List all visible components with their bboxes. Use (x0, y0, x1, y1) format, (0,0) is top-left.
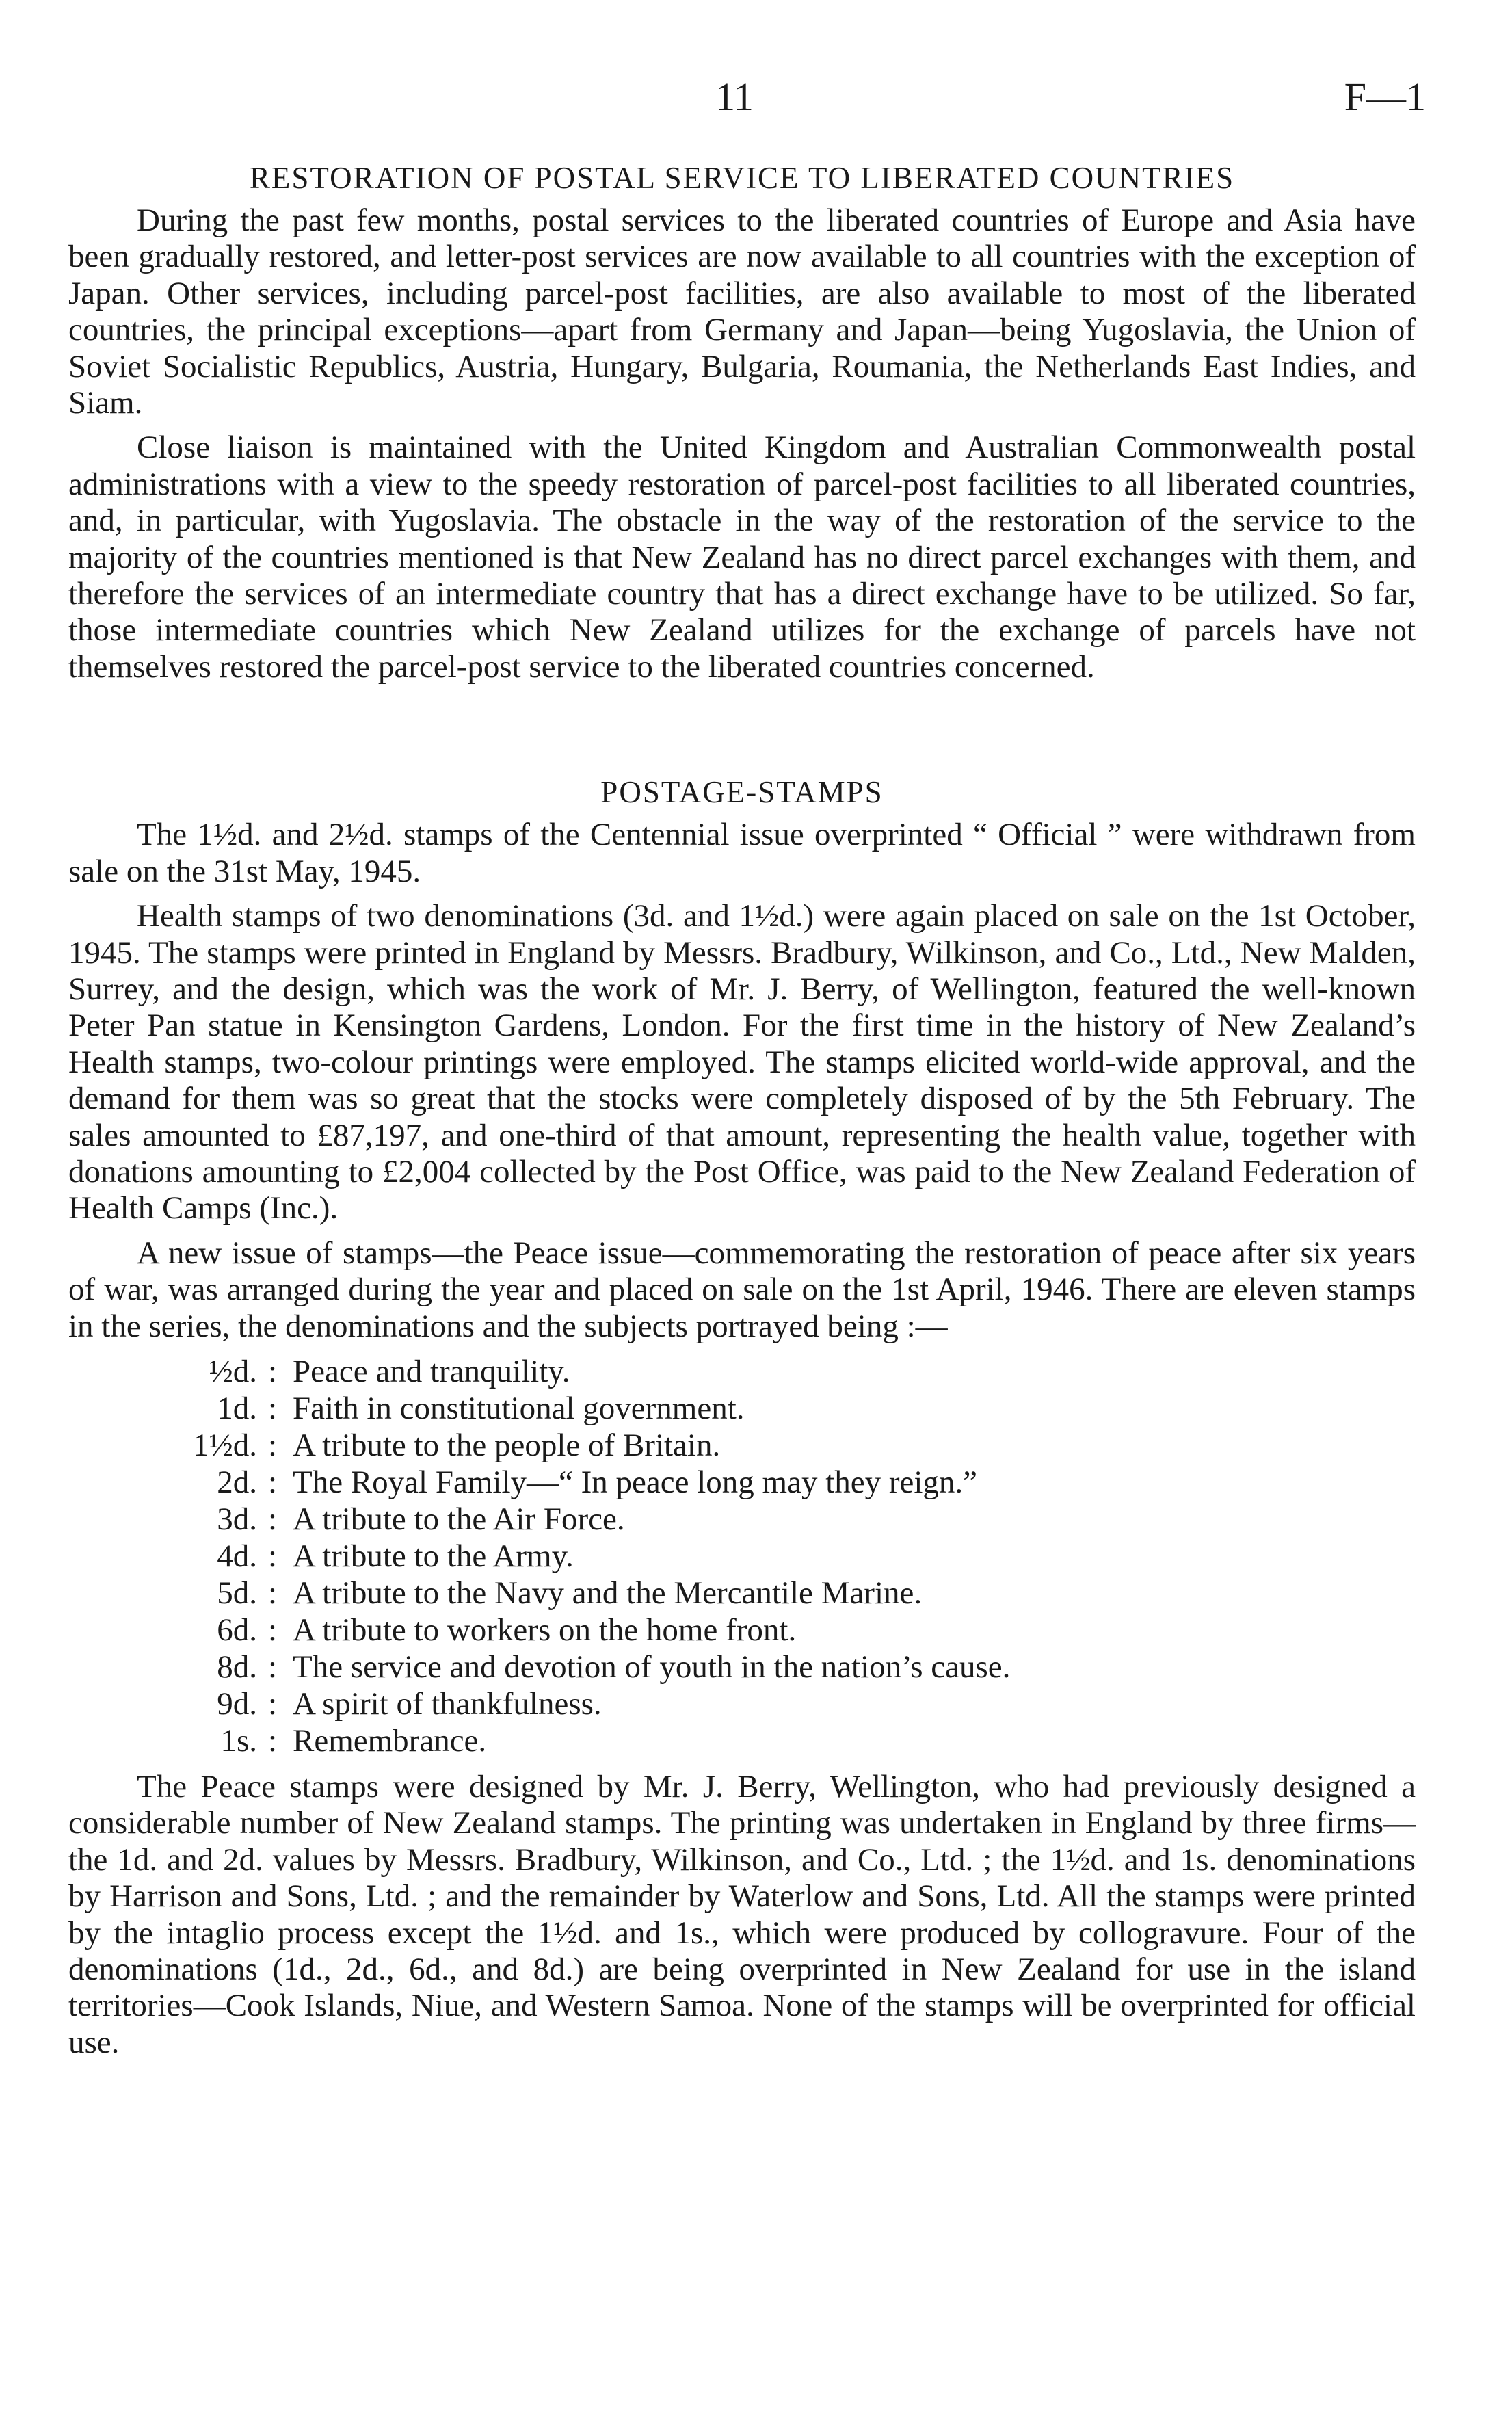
stamp-denomination: 1½d. (193, 1427, 257, 1463)
stamp-subject: A tribute to the Navy and the Mercantile Marine. (293, 1575, 923, 1611)
stamp-denomination: 8d. (217, 1648, 257, 1685)
list-item (68, 1390, 1416, 1427)
stamp-denomination: 4d. (217, 1538, 257, 1574)
separator: : (268, 1427, 278, 1463)
stamp-denomination: 2d. (217, 1464, 257, 1500)
stamp-subject: A tribute to workers on the home front. (293, 1612, 797, 1648)
list-item (68, 1685, 1416, 1722)
page-content (68, 156, 1416, 2069)
separator: : (268, 1353, 278, 1389)
separator: : (268, 1612, 278, 1648)
list-item (68, 1353, 1416, 1390)
list-item (68, 1501, 1416, 1538)
separator: : (268, 1390, 278, 1426)
list-item (68, 1648, 1416, 1685)
stamp-subject: The service and devotion of youth in the nation’s cause. (293, 1648, 1011, 1685)
page-number: 11 (715, 75, 754, 119)
stamp-subject: A spirit of thankfulness. (293, 1685, 602, 1722)
stamp-subject: Peace and tranquility. (293, 1353, 570, 1389)
paragraph: The 1½d. and 2½d. stamps of the Centennial issue overprinted “ Official ” were withdrawn from sale on the 31st May, 1945. (68, 817, 1416, 889)
paragraph: Health stamps of two denominations (3d. and 1½d.) were again placed on sale on the 1st October, 1945. The stamps were printed in England by Messrs. Bradbury, Wilkinson, and Co., Ltd., New Malden, Surrey, and the design, which was the work of Mr. J. Berry, of Wellington, featured the well-known Peter Pan statue in Kensington Gardens, London. For the first time in the history of New Zealand’s Health stamps, two-colour printings were employed. The stamps elicited world-wide approval, and the demand for them was so great that the stocks were completely disposed of by the 5th February. The sales amounted to £87,197, and one-third of that amount, representing the health value, together with donations amounting to £2,004 collected by the Post Office, was paid to the New Zealand Federation of Health Camps (Inc.). (68, 898, 1416, 1226)
stamp-denomination: 6d. (217, 1612, 257, 1648)
stamp-subject: A tribute to the people of Britain. (293, 1427, 721, 1463)
stamp-denomination: ½d. (209, 1353, 257, 1389)
separator: : (268, 1575, 278, 1611)
stamp-subject: A tribute to the Army. (293, 1538, 574, 1574)
stamp-subject: Faith in constitutional government. (293, 1390, 745, 1426)
list-item (68, 1464, 1416, 1501)
stamp-denomination: 1d. (217, 1390, 257, 1426)
list-item (68, 1538, 1416, 1575)
separator: : (268, 1538, 278, 1574)
section-heading-restoration: RESTORATION OF POSTAL SERVICE TO LIBERATED COUNTRIES (249, 161, 1235, 195)
list-item (68, 1575, 1416, 1612)
separator: : (268, 1501, 278, 1537)
section-heading-postage-stamps: POSTAGE-STAMPS (600, 775, 884, 810)
paragraph: The Peace stamps were designed by Mr. J. Berry, Wellington, who had previously designed a considerable number of New Zealand stamps. The printing was undertaken in England by three firms—the 1d. and 2d. values by Messrs. Bradbury, Wilkinson, and Co., Ltd. ; the 1½d. and 1s. denominations by Harrison and Sons, Ltd. ; and the remainder by Waterlow and Sons, Ltd. All the stamps were printed by the intaglio process except the 1½d. and 1s., which were produced by collogravure. Four of the denominations (1d., 2d., 6d., and 8d.) are being overprinted in New Zealand for use in the island territories—Cook Islands, Niue, and Western Samoa. None of the stamps will be overprinted for official use. (68, 1768, 1416, 2060)
stamp-denomination: 9d. (217, 1685, 257, 1722)
paragraph: A new issue of stamps—the Peace issue—commemorating the restoration of peace after six years of war, was arranged during the year and placed on sale on the 1st April, 1946. There are eleven stamps in the series, the denominations and the subjects portrayed being :— (68, 1235, 1416, 1344)
stamp-denomination: 5d. (217, 1575, 257, 1611)
list-item (68, 1722, 1416, 1759)
stamp-subject: Remembrance. (293, 1722, 487, 1759)
stamp-denomination: 1s. (220, 1722, 257, 1759)
stamp-denomination: 3d. (217, 1501, 257, 1537)
stamp-subject: The Royal Family—“ In peace long may they reign.” (293, 1464, 978, 1500)
separator: : (268, 1722, 278, 1759)
paragraph: Close liaison is maintained with the United Kingdom and Australian Commonwealth postal administrations with a view to the speedy restoration of parcel-post facilities to all liberated countries, and, in particular, with Yugoslavia. The obstacle in the way of the restoration of the service to the majority of the countries mentioned is that New Zealand has no direct parcel exchanges with them, and therefore the services of an intermediate country that has a direct exchange have to be utilized. So far, those intermediate countries which New Zealand utilizes for the exchange of parcels have not themselves restored the parcel-post service to the liberated countries concerned. (68, 430, 1416, 685)
section-spacer (68, 694, 1416, 770)
document-code: F—1 (1344, 75, 1426, 119)
stamp-denomination-list (68, 1353, 1416, 1759)
separator: : (268, 1464, 278, 1500)
paragraph: During the past few months, postal services to the liberated countries of Europe and Asia have been gradually restored, and letter-post services are now available to all countries with the exception of Japan. Other services, including parcel-post facilities, are also available to most of the liberated countries, the principal exceptions—apart from Germany and Japan—being Yugoslavia, the Union of Soviet Socialistic Republics, Austria, Hungary, Bulgaria, Roumania, the Netherlands East Indies, and Siam. (68, 202, 1416, 421)
separator: : (268, 1685, 278, 1722)
separator: : (268, 1648, 278, 1685)
list-item (68, 1612, 1416, 1648)
stamp-subject: A tribute to the Air Force. (293, 1501, 625, 1537)
list-item (68, 1427, 1416, 1464)
